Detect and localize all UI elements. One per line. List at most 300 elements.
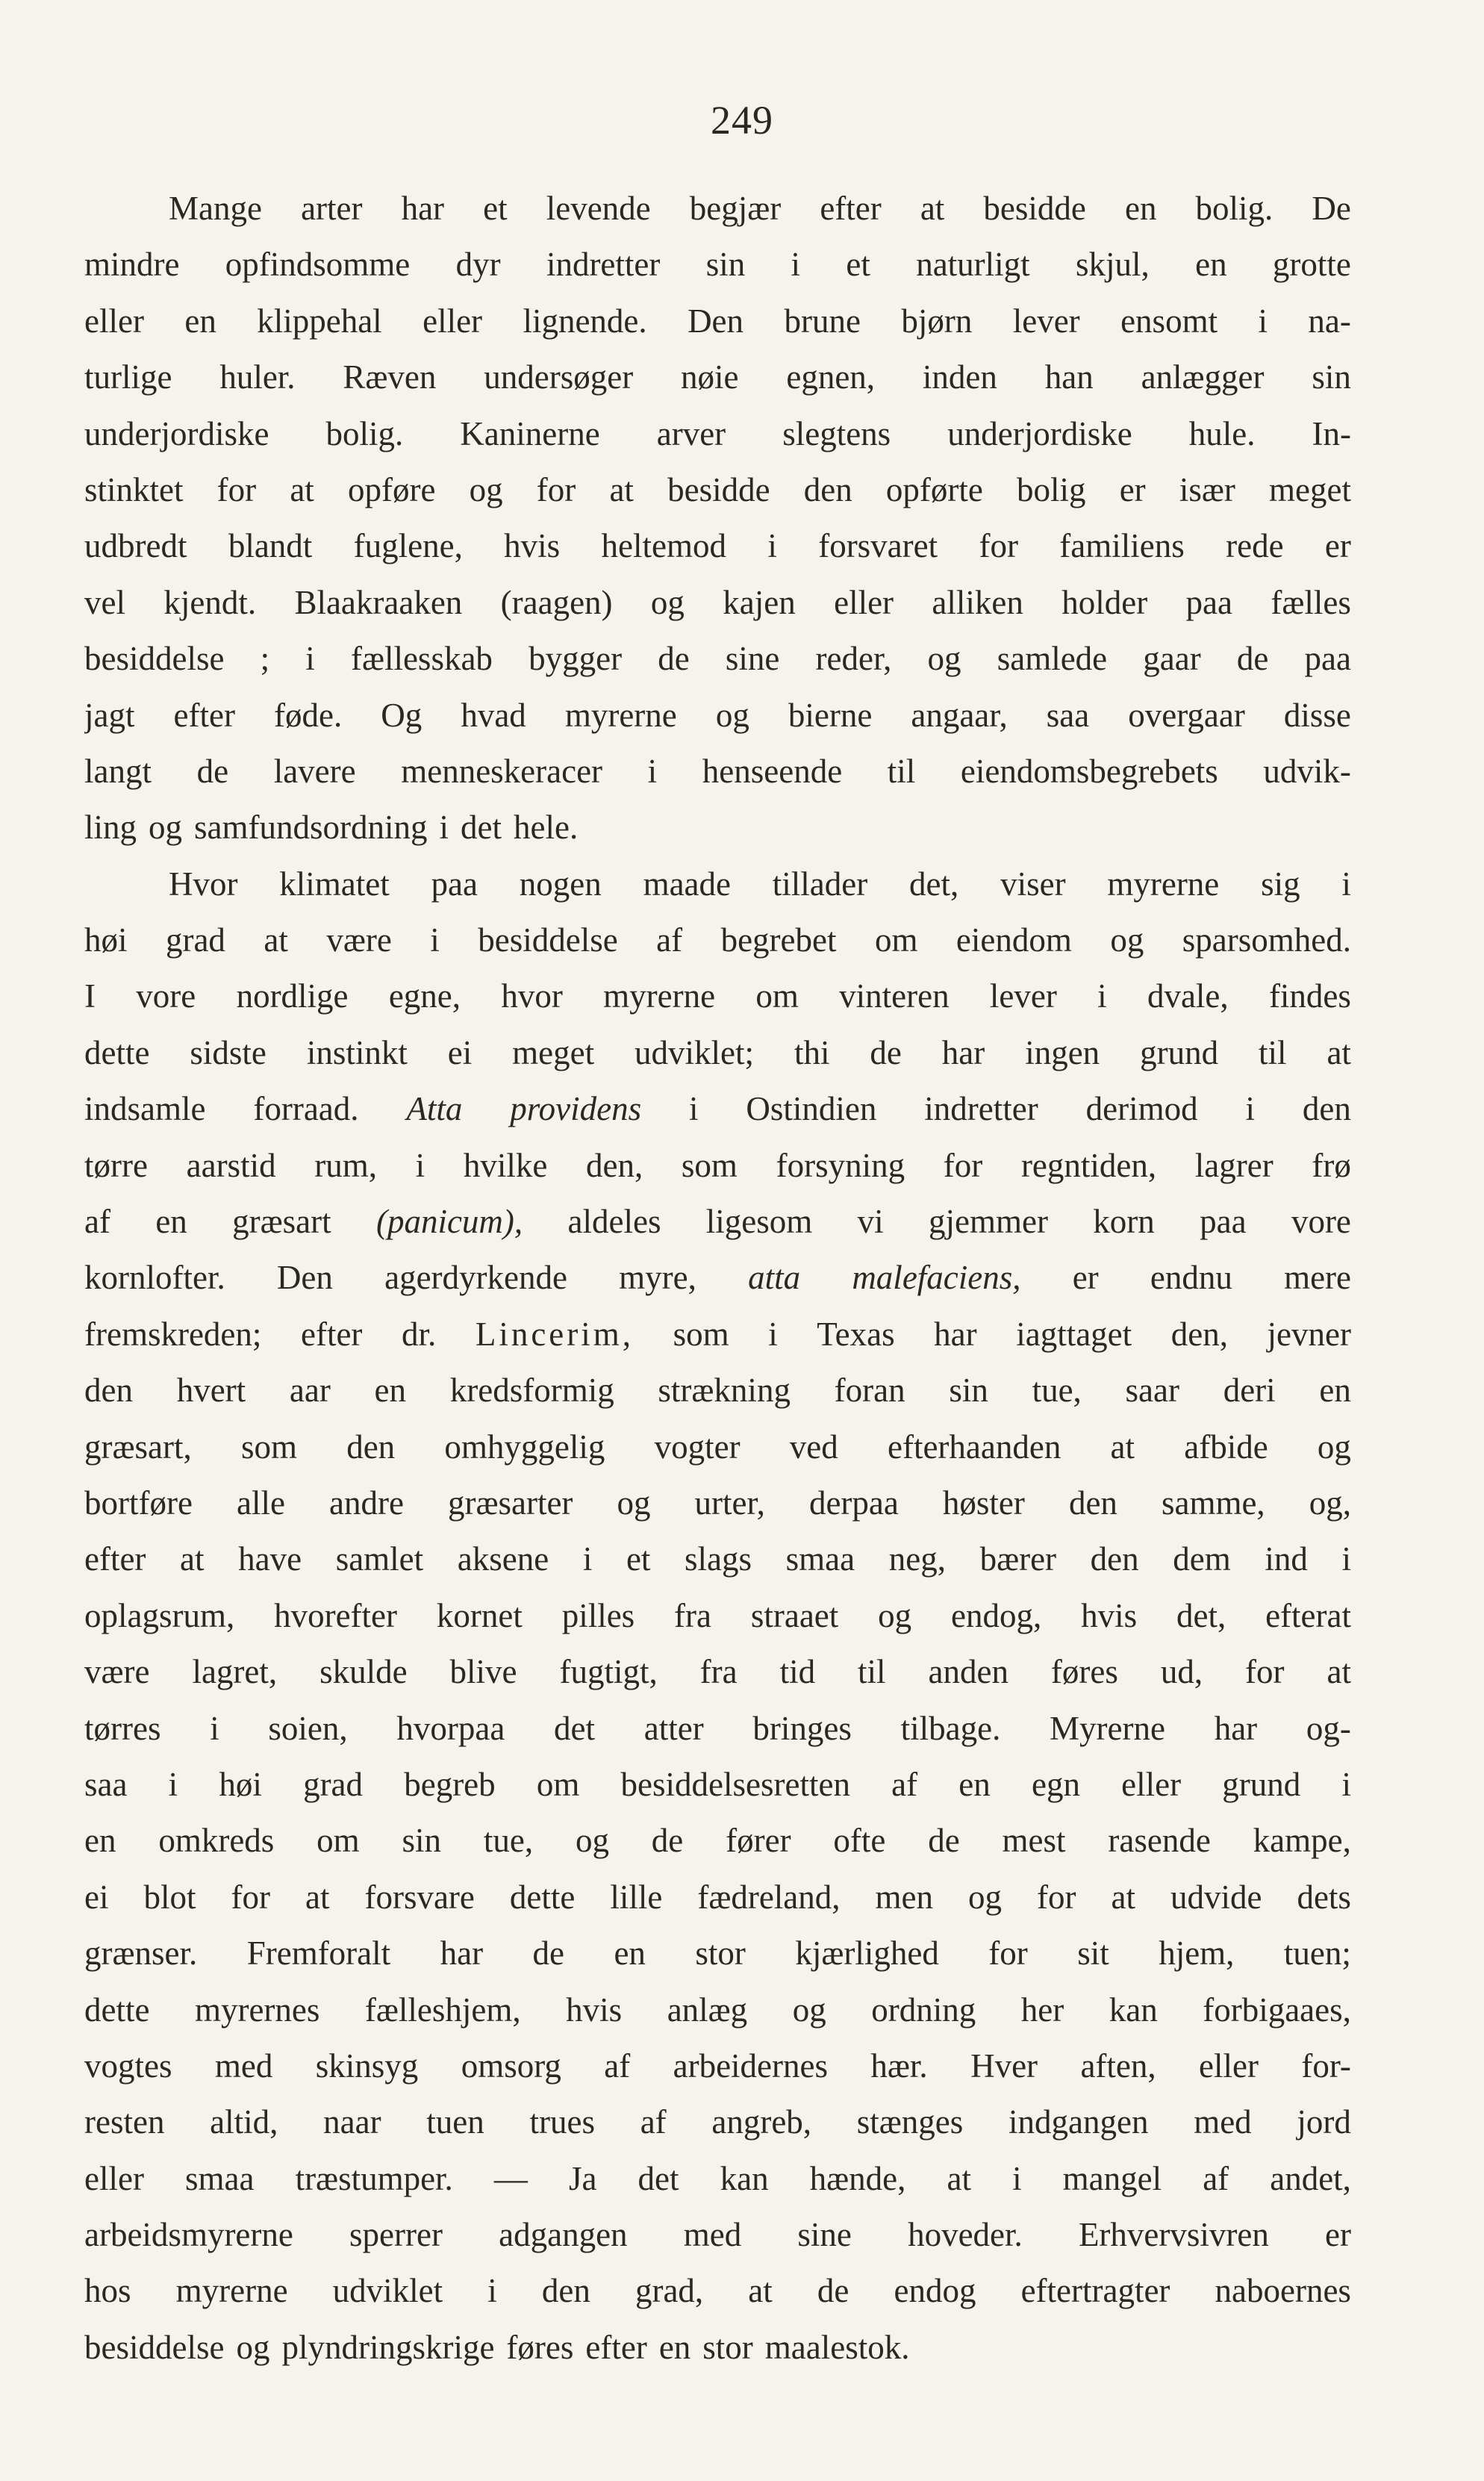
word: efter: [585, 2328, 647, 2366]
word: græsart: [232, 1203, 331, 1241]
word: begrebet: [720, 921, 837, 959]
word: providens: [510, 1090, 642, 1128]
word: smaa: [185, 2159, 255, 2197]
word: paa: [1200, 1203, 1247, 1241]
word: en: [614, 1934, 646, 1973]
word: for: [979, 527, 1018, 565]
word: besidde: [667, 470, 770, 508]
word: de: [196, 752, 229, 790]
word: dvale,: [1147, 977, 1229, 1015]
word: egnen,: [786, 358, 876, 396]
word: de: [532, 1934, 564, 1973]
word: myrernes: [194, 1990, 320, 2029]
word: græsarter: [447, 1484, 573, 1522]
word: at: [290, 470, 314, 508]
word: fælles: [1271, 583, 1351, 621]
word: føres: [1050, 1653, 1118, 1691]
word: slags: [685, 1540, 752, 1578]
word: eiendom: [955, 921, 1072, 959]
word: lagret,: [192, 1653, 278, 1691]
text-line: [84, 1644, 1351, 1700]
word: angaar,: [911, 696, 1008, 734]
word: gjemmer: [929, 1203, 1048, 1241]
word: være: [326, 921, 392, 959]
word: tue,: [483, 1822, 534, 1860]
word: saa: [84, 1765, 128, 1803]
word: agerdyrkende: [384, 1259, 567, 1297]
word: andet,: [1270, 2159, 1351, 2197]
word: grænser.: [84, 1934, 198, 1973]
word: tillader: [772, 865, 868, 903]
word: dr.: [401, 1315, 437, 1353]
word: at: [920, 190, 945, 227]
word: kan: [1109, 1990, 1158, 2029]
word: en: [1319, 1372, 1351, 1410]
word: efterat: [1265, 1596, 1351, 1634]
word: høster: [942, 1484, 1025, 1522]
word: na-: [1308, 302, 1351, 340]
word: den: [1302, 1090, 1351, 1128]
word: smaa: [785, 1540, 855, 1578]
word: de: [870, 1033, 902, 1071]
word: fædreland,: [697, 1878, 841, 1916]
word: fælleshjem,: [364, 1990, 521, 2029]
word: har: [401, 190, 445, 227]
word: rede: [1226, 527, 1284, 565]
word: om: [874, 921, 918, 959]
word: deri: [1223, 1372, 1276, 1410]
word: altid,: [210, 2103, 278, 2141]
word: efter: [300, 1315, 363, 1353]
word: myrerne: [175, 2272, 288, 2310]
word: eiendomsbegrebets: [960, 752, 1218, 790]
word: og: [575, 1822, 609, 1860]
word: mangel: [1062, 2159, 1162, 2197]
word: Den: [688, 302, 744, 340]
word: grotte: [1272, 246, 1351, 284]
word: den: [1090, 1540, 1139, 1578]
word: i: [1097, 977, 1107, 1015]
word: stinktet: [84, 470, 184, 508]
word: af: [640, 2103, 667, 2141]
word: her: [1020, 1990, 1064, 2029]
word: (panicum),: [375, 1203, 523, 1241]
word: mest: [1002, 1822, 1066, 1860]
word: grad,: [635, 2272, 704, 2310]
word: udbredt: [84, 527, 187, 565]
word: og: [149, 809, 183, 847]
word: trues: [529, 2103, 595, 2141]
word: er: [1325, 2216, 1351, 2254]
word: forraad.: [253, 1090, 359, 1128]
text-line: [84, 406, 1351, 462]
word: kan: [720, 2159, 769, 2197]
text-line: [84, 1363, 1351, 1419]
word: fugtigt,: [559, 1653, 658, 1691]
word: opfindsomme: [225, 246, 411, 284]
text-line: [84, 575, 1351, 631]
word: endog: [894, 2272, 976, 2310]
word: stænges: [856, 2103, 964, 2141]
word: besidde: [983, 190, 1086, 227]
word: omkreds: [158, 1822, 275, 1860]
word: Fremforalt: [246, 1934, 391, 1973]
word: og,: [1309, 1484, 1351, 1522]
word: rum,: [314, 1146, 377, 1184]
word: saa: [1046, 696, 1090, 734]
word: anlægger: [1141, 358, 1265, 396]
word: tørre: [84, 1146, 148, 1184]
word: begjær: [689, 190, 782, 227]
word: at: [1326, 1033, 1351, 1071]
word: for: [943, 1146, 983, 1184]
word: neg,: [888, 1540, 946, 1578]
word: har: [1214, 1709, 1258, 1747]
word: at: [748, 2272, 773, 2310]
word: for-: [1301, 2046, 1351, 2085]
word: den: [346, 1428, 396, 1466]
word: vinteren: [839, 977, 950, 1015]
word: skinsyg: [315, 2046, 419, 2085]
word: efter: [173, 696, 235, 734]
word: for: [1245, 1653, 1285, 1691]
word: naboernes: [1215, 2272, 1351, 2310]
word: sin: [402, 1822, 442, 1860]
word: lille: [610, 1878, 663, 1916]
word: vore: [136, 977, 196, 1015]
word: føde.: [274, 696, 343, 734]
word: sin: [705, 246, 746, 284]
word: arver: [656, 414, 726, 452]
word: de: [817, 2272, 849, 2310]
word: bærer: [979, 1540, 1057, 1578]
word: grund: [1140, 1033, 1219, 1071]
word: udvik-: [1263, 752, 1351, 790]
word: meget: [512, 1033, 595, 1071]
word: han: [1044, 358, 1094, 396]
word: overgaar: [1128, 696, 1245, 734]
word: iagttaget: [1016, 1315, 1132, 1353]
word: tid: [779, 1653, 816, 1691]
word: om: [317, 1822, 360, 1860]
word: efterhaanden: [887, 1428, 1061, 1466]
word: klimatet: [279, 865, 390, 903]
word: ;: [260, 640, 270, 678]
word: instinkt: [306, 1033, 408, 1071]
word: sidste: [190, 1033, 266, 1071]
word: plyndringskrige: [281, 2328, 495, 2366]
word: langt: [84, 752, 152, 790]
word: disse: [1283, 696, 1351, 734]
word: sit: [1077, 1934, 1109, 1973]
word: ordning: [871, 1990, 976, 2029]
word: bierne: [788, 696, 873, 734]
word: hær.: [870, 2046, 928, 2085]
word: tuen: [426, 2103, 484, 2141]
word: for: [988, 1934, 1028, 1973]
word: eller: [1121, 1765, 1182, 1803]
word: Hvor: [169, 865, 238, 903]
word: indretter: [546, 246, 661, 284]
word: forbigaaes,: [1203, 1990, 1351, 2029]
word: arter: [301, 190, 363, 227]
word: bolig.: [1195, 190, 1273, 227]
word: alliken: [932, 583, 1023, 621]
word: korn: [1093, 1203, 1155, 1241]
text-line: [84, 237, 1351, 293]
word: en: [1124, 190, 1157, 227]
word: klippehal: [257, 302, 382, 340]
word: hvis: [1081, 1596, 1138, 1634]
word: en: [958, 1765, 991, 1803]
word: lever: [1012, 302, 1080, 340]
word: et: [483, 190, 508, 227]
word: myrerne: [1107, 865, 1220, 903]
text-line: [84, 800, 1351, 856]
word: i: [1341, 1765, 1351, 1803]
word: i: [415, 1146, 425, 1184]
word: til: [1259, 1033, 1287, 1071]
word: anlæg: [667, 1990, 748, 2029]
word: ved: [789, 1428, 838, 1466]
word: sine: [797, 2216, 852, 2254]
word: for: [231, 1878, 270, 1916]
word: af: [656, 921, 683, 959]
word: om: [536, 1765, 580, 1803]
word: at: [947, 2159, 971, 2197]
word: Mange: [169, 190, 262, 227]
word: og: [1317, 1428, 1351, 1466]
word: soien,: [268, 1709, 348, 1747]
word: udviklet: [332, 2272, 443, 2310]
word: dets: [1297, 1878, 1351, 1916]
word: kredsformig: [449, 1372, 614, 1410]
word: —: [493, 2159, 528, 2197]
word: samlet: [335, 1540, 424, 1578]
word: samfundsordning: [194, 809, 428, 847]
word: myrerne: [603, 977, 716, 1015]
word: lever: [989, 977, 1057, 1015]
word: ei: [84, 1878, 109, 1916]
word: sperrer: [349, 2216, 443, 2254]
word: det: [637, 2159, 679, 2197]
word: eller: [1199, 2046, 1259, 2085]
word: til: [887, 752, 916, 790]
text-line: [84, 2038, 1351, 2094]
word: i: [791, 246, 801, 284]
text-line: [84, 2207, 1351, 2263]
text-line: [84, 1307, 1351, 1363]
word: reder,: [815, 640, 892, 678]
word: som: [240, 1428, 297, 1466]
word: i: [487, 2272, 497, 2310]
word: atta: [748, 1259, 801, 1297]
word: høi: [84, 921, 128, 959]
word: Texas: [817, 1315, 895, 1353]
word: et: [626, 1540, 651, 1578]
word: nøie: [681, 358, 739, 396]
word: mindre: [84, 246, 180, 284]
word: myrerne: [564, 696, 677, 734]
word: det,: [1176, 1596, 1226, 1634]
word: have: [238, 1540, 302, 1578]
word: eller: [84, 302, 144, 340]
word: i: [210, 1709, 219, 1747]
word: egn: [1031, 1765, 1080, 1803]
word: ud,: [1160, 1653, 1203, 1691]
word: eller: [834, 583, 894, 621]
word: i: [430, 921, 440, 959]
word: bringes: [752, 1709, 852, 1747]
word: med: [1194, 2103, 1252, 2141]
word: besiddelse: [84, 640, 225, 678]
word: som: [681, 1146, 738, 1184]
word: gaar: [1143, 640, 1201, 678]
word: af: [604, 2046, 631, 2085]
word: afbide: [1184, 1428, 1268, 1466]
word: de: [658, 640, 690, 678]
word: og-: [1306, 1709, 1351, 1747]
word: i: [168, 1765, 178, 1803]
word: aar: [289, 1372, 331, 1410]
word: lagrer: [1194, 1146, 1273, 1184]
word: de: [651, 1822, 684, 1860]
word: i: [582, 1540, 593, 1578]
word: i: [1341, 1540, 1351, 1578]
text-line: [84, 1982, 1351, 2038]
word: straaet: [750, 1596, 839, 1634]
word: menneskeracer: [401, 752, 603, 790]
word: bjørn: [901, 302, 973, 340]
word: for: [536, 470, 576, 508]
body-text: [84, 181, 1351, 2376]
word: sparsomhed.: [1182, 921, 1351, 959]
word: i: [1012, 2159, 1022, 2197]
word: myre,: [619, 1259, 696, 1297]
word: heltemod: [601, 527, 726, 565]
word: paa: [1185, 583, 1232, 621]
text-line: [84, 968, 1351, 1024]
word: kornlofter.: [84, 1259, 225, 1297]
word: græsart,: [84, 1428, 192, 1466]
word: aldeles: [567, 1203, 661, 1241]
word: endog,: [951, 1596, 1042, 1634]
word: at: [180, 1540, 205, 1578]
word: kajen: [723, 583, 796, 621]
word: huler.: [219, 358, 296, 396]
word: Den: [276, 1259, 333, 1297]
word: indgangen: [1008, 2103, 1149, 2141]
word: en: [184, 302, 216, 340]
word: undersøger: [484, 358, 634, 396]
word: arbeidernes: [673, 2046, 829, 2085]
word: men: [875, 1878, 933, 1916]
word: underjordiske: [84, 414, 269, 452]
word: derpaa: [808, 1484, 899, 1522]
word: aarstid: [186, 1146, 276, 1184]
text-line: [84, 1701, 1351, 1757]
word: egne,: [388, 977, 461, 1015]
word: paa: [1304, 640, 1351, 678]
word: dette: [509, 1878, 576, 1916]
word: en: [155, 1203, 187, 1241]
word: bortføre: [84, 1484, 193, 1522]
word: urter,: [694, 1484, 765, 1522]
word: findes: [1268, 977, 1351, 1015]
word: ligesom: [705, 1203, 813, 1241]
word: at: [609, 470, 634, 508]
word: maade: [643, 865, 731, 903]
word: turlige: [84, 358, 172, 396]
word: Ja: [568, 2159, 597, 2197]
word: at: [1111, 1878, 1135, 1916]
word: det: [461, 809, 502, 847]
word: blandt: [228, 527, 313, 565]
text-line: [84, 1194, 1351, 1250]
text-line: [84, 2263, 1351, 2319]
word: og: [236, 2328, 270, 2366]
word: hvorpaa: [396, 1709, 505, 1747]
word: ei: [447, 1033, 473, 1071]
text-line: [84, 462, 1351, 518]
word: oplagsrum,: [84, 1596, 235, 1634]
word: lavere: [273, 752, 356, 790]
word: meget: [1269, 470, 1351, 508]
word: slegtens: [782, 414, 891, 452]
word: alle: [236, 1484, 285, 1522]
word: i: [647, 752, 658, 790]
word: har: [941, 1033, 985, 1071]
word: kampe,: [1253, 1822, 1351, 1860]
word: og: [469, 470, 503, 508]
word: inden: [922, 358, 997, 396]
page-number: 249: [711, 98, 773, 143]
word: ind: [1265, 1540, 1308, 1578]
word: frø: [1312, 1146, 1351, 1184]
word: De: [1312, 190, 1351, 227]
word: samlede: [997, 640, 1108, 678]
word: for: [1037, 1878, 1076, 1916]
word: Myrerne: [1050, 1709, 1165, 1747]
word: dette: [84, 1990, 150, 2029]
text-line: [84, 912, 1351, 968]
word: ingen: [1025, 1033, 1100, 1071]
word: vogter: [654, 1428, 741, 1466]
word: tue,: [1032, 1372, 1082, 1410]
word: indsamle: [84, 1090, 206, 1128]
word: af: [84, 1203, 110, 1241]
word: hvert: [176, 1372, 246, 1410]
word: og: [617, 1484, 651, 1522]
word: i: [305, 640, 315, 678]
word: at: [1326, 1653, 1351, 1691]
text-line: [84, 1813, 1351, 1869]
word: at: [1110, 1428, 1135, 1466]
word: være: [84, 1653, 150, 1691]
word: sine: [725, 640, 780, 678]
word: dette: [84, 1033, 150, 1071]
text-line: [84, 518, 1351, 574]
word: begreb: [404, 1765, 496, 1803]
word: hvis: [504, 527, 561, 565]
word: viser: [1000, 865, 1066, 903]
word: blive: [449, 1653, 517, 1691]
word: udviklet;: [635, 1033, 755, 1071]
word: som: [673, 1315, 729, 1353]
text-line: [84, 293, 1351, 349]
word: og: [792, 1990, 826, 2029]
word: et: [846, 246, 870, 284]
